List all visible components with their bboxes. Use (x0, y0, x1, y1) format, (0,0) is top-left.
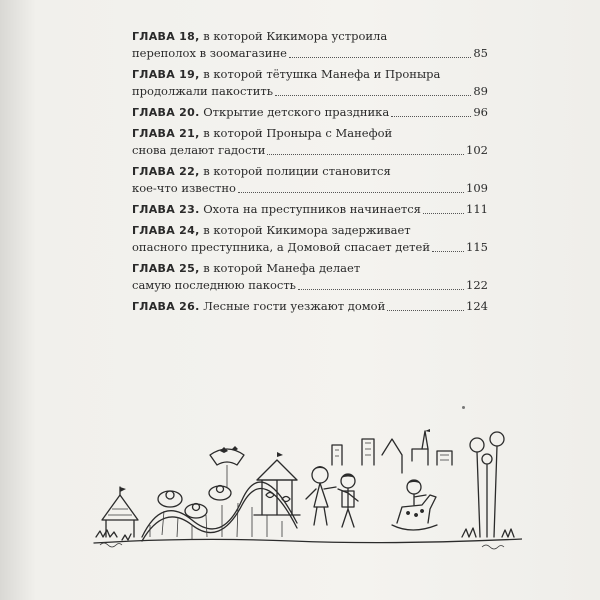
leader-dots (238, 180, 464, 193)
page-number: 124 (466, 299, 488, 313)
chapter-label: ГЛАВА 19, (132, 68, 200, 81)
chapter-title-line1: Охота на преступников начинается (199, 202, 421, 216)
signature-left (100, 543, 122, 547)
leader-dots (275, 83, 471, 96)
chapter-title-line2: самую последнюю пакость (132, 278, 296, 292)
fairground-illustration (92, 425, 522, 550)
chapter-title-line2: кое-что известно (132, 181, 236, 195)
carousel-drawing (254, 452, 300, 515)
chapter-label: ГЛАВА 24, (132, 224, 200, 237)
leader-dots (423, 201, 464, 214)
page-number: 122 (466, 278, 488, 292)
leader-dots (267, 142, 464, 155)
page-number: 115 (466, 240, 488, 254)
toc-entry-24 (132, 222, 488, 256)
chapter-title-line1: в которой тётушка Манефа и Проныра (199, 67, 441, 81)
ground-line (94, 539, 522, 543)
signature-right (482, 545, 504, 549)
chapter-label: ГЛАВА 20. (132, 106, 200, 119)
children-drawing (306, 466, 358, 527)
toc-entry-20 (132, 104, 488, 121)
street-lamps-drawing (462, 432, 514, 537)
chapter-title-line1: в которой Проныра с Манефой (199, 126, 393, 140)
chapter-label: ГЛАВА 26. (132, 300, 200, 313)
chapter-title-line1: в которой Кикимора задерживает (199, 223, 411, 237)
leader-dots (432, 239, 464, 252)
leader-dots (289, 45, 471, 58)
toc-entry-26 (132, 298, 488, 315)
chapter-label: ГЛАВА 25, (132, 262, 200, 275)
chapter-label: ГЛАВА 18, (132, 30, 200, 43)
print-speck (462, 406, 465, 409)
page-number: 109 (466, 181, 488, 195)
chapter-title-line2: продолжали пакостить (132, 84, 274, 98)
chapter-title-line2: переполох в зоомагазине (132, 46, 287, 60)
chapter-title-line1: в которой Манефа делает (199, 261, 361, 275)
leader-dots (387, 298, 464, 311)
chapter-title-line2: опасного преступника, а Домовой спасает детей (132, 240, 431, 254)
table-of-contents (132, 28, 488, 319)
leader-dots (298, 277, 464, 290)
grass-scribble (96, 530, 131, 540)
roller-coaster-drawing (142, 446, 297, 541)
toc-entry-18 (132, 28, 488, 62)
chapter-title-line1: в которой полиции становится (199, 164, 391, 178)
chapter-title-line2: снова делают гадости (132, 143, 266, 157)
chapter-title-line1: Лесные гости уезжают домой (199, 299, 386, 313)
toc-entry-19 (132, 66, 488, 100)
chapter-label: ГЛАВА 21, (132, 127, 200, 140)
chapter-label: ГЛАВА 22, (132, 165, 200, 178)
rocking-horse-drawing (392, 480, 437, 531)
page-number: 111 (466, 202, 488, 216)
city-skyline-drawing (332, 429, 452, 473)
leader-dots (391, 104, 471, 117)
toc-entry-22 (132, 163, 488, 197)
page-number: 85 (473, 46, 488, 60)
chapter-label: ГЛАВА 23. (132, 203, 200, 216)
toc-entry-23 (132, 201, 488, 218)
chapter-title-line1: Открытие детского праздника (199, 105, 390, 119)
page-number: 102 (466, 143, 488, 157)
toc-entry-21 (132, 125, 488, 159)
page-number: 96 (473, 105, 488, 119)
toc-entry-25 (132, 260, 488, 294)
chapter-title-line1: в которой Кикимора устроила (199, 29, 388, 43)
page-number: 89 (473, 84, 488, 98)
